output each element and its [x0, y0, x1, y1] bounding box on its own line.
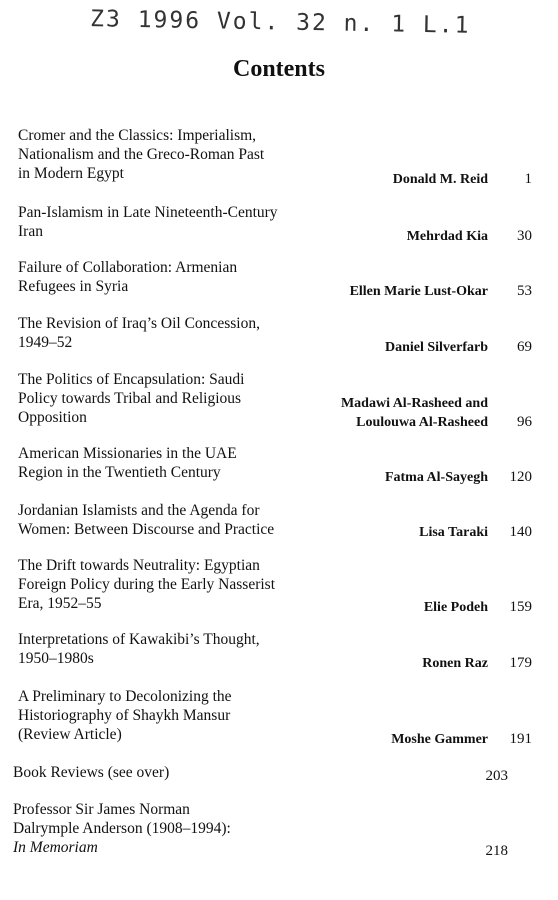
italic-text: In Memoriam [13, 839, 98, 856]
entry-author [248, 730, 488, 749]
author-line: Madawi Al-Rasheed and [340, 396, 488, 411]
entry-title-line: The Revision of Iraq’s Oil Concession, [18, 315, 260, 332]
entry-title-line: Women: Between Discourse and Practice [18, 521, 275, 538]
entry-page-number: 159 [509, 599, 532, 615]
entry-title-line: Opposition [18, 409, 87, 426]
author-line: Lisa Taraki [419, 525, 488, 540]
entry-title [13, 763, 313, 782]
entry-author [248, 282, 488, 301]
author-line: Donald M. Reid [392, 172, 488, 187]
page-title: Contents [232, 56, 325, 82]
author-line: Mehrdad Kia [406, 229, 488, 244]
entry-author [248, 338, 488, 357]
entry-page-number: 1 [524, 171, 532, 187]
entry-title-line: Interpretations of Kawakibi’s Thought, [18, 631, 260, 648]
entry-page-number: 218 [485, 843, 508, 859]
entry-page-number: 30 [517, 228, 532, 244]
entry-title-line: Dalrymple Anderson (1908–1994): [13, 820, 231, 837]
entry-title-line: in Modern Egypt [18, 165, 124, 182]
toc-entry [18, 203, 538, 263]
entry-title-line: 1950–1980s [18, 650, 94, 667]
toc-entry [18, 687, 538, 747]
toc-entry [13, 800, 538, 870]
entry-author [248, 394, 488, 432]
entry-author [248, 468, 488, 487]
entry-page-number: 69 [517, 339, 532, 355]
entry-title-line: Refugees in Syria [18, 278, 129, 295]
entry-title-line: American Missionaries in the UAE [18, 445, 237, 462]
toc-entry [18, 258, 538, 318]
entry-page-number: 120 [509, 469, 532, 485]
toc-entry [18, 370, 538, 430]
toc-entry [18, 314, 538, 374]
entry-title-line: A Preliminary to Decolonizing the [18, 688, 232, 705]
entry-page-number: 203 [485, 768, 508, 784]
toc-entry [18, 630, 538, 690]
entry-page-number: 53 [517, 283, 532, 299]
entry-title-line: 1949–52 [18, 334, 73, 351]
author-line: Elie Podeh [423, 600, 488, 615]
entry-title-line: The Drift towards Neutrality: Egyptian [18, 557, 260, 574]
entry-title-line: Foreign Policy during the Early Nasserist [18, 576, 275, 593]
toc-entry [18, 556, 538, 616]
entry-title-line: Failure of Collaboration: Armenian [18, 259, 238, 276]
entry-author [248, 654, 488, 673]
author-line: Ronen Raz [422, 656, 488, 671]
author-line: Fatma Al-Sayegh [384, 470, 488, 485]
toc-entry [18, 501, 538, 561]
entry-author [248, 227, 488, 246]
entry-title-line-italic [13, 838, 313, 857]
entry-title-line: (Review Article) [18, 726, 122, 743]
entry-author [248, 523, 488, 542]
entry-title-line: Region in the Twentieth Century [18, 464, 221, 481]
entry-title-line: The Politics of Encapsulation: Saudi [18, 371, 245, 388]
entry-page-number: 96 [517, 414, 532, 430]
entry-author [248, 170, 488, 189]
entry-title [13, 800, 313, 857]
entry-title-line: Professor Sir James Norman [13, 801, 190, 818]
entry-title-line: Iran [18, 223, 43, 240]
entry-page-number: 140 [509, 524, 532, 540]
entry-title-line: Era, 1952–55 [18, 595, 102, 612]
author-line: Daniel Silverfarb [384, 340, 488, 355]
entry-title-line: Book Reviews (see over) [13, 764, 170, 781]
author-line: Moshe Gammer [391, 732, 488, 747]
entry-title-line: Cromer and the Classics: Imperialism, [18, 127, 257, 144]
handwritten-annotation: Z3 1996 Vol. 32 n. 1 L.1 [89, 6, 471, 39]
entry-title-line: Policy towards Tribal and Religious [18, 390, 242, 407]
entry-title-line: Historiography of Shaykh Mansur [18, 707, 231, 724]
entry-title-line: Nationalism and the Greco-Roman Past [18, 146, 265, 163]
entry-title-line: Pan-Islamism in Late Nineteenth-Century [18, 204, 278, 221]
entry-title-line: Jordanian Islamists and the Agenda for [18, 502, 260, 519]
toc-entry [18, 126, 538, 186]
author-line: Ellen Marie Lust-Okar [349, 284, 488, 299]
toc-entry [18, 444, 538, 504]
entry-page-number: 191 [509, 731, 532, 747]
author-line: Loulouwa Al-Rasheed [356, 415, 488, 430]
entry-page-number: 179 [509, 655, 532, 671]
entry-author [248, 598, 488, 617]
